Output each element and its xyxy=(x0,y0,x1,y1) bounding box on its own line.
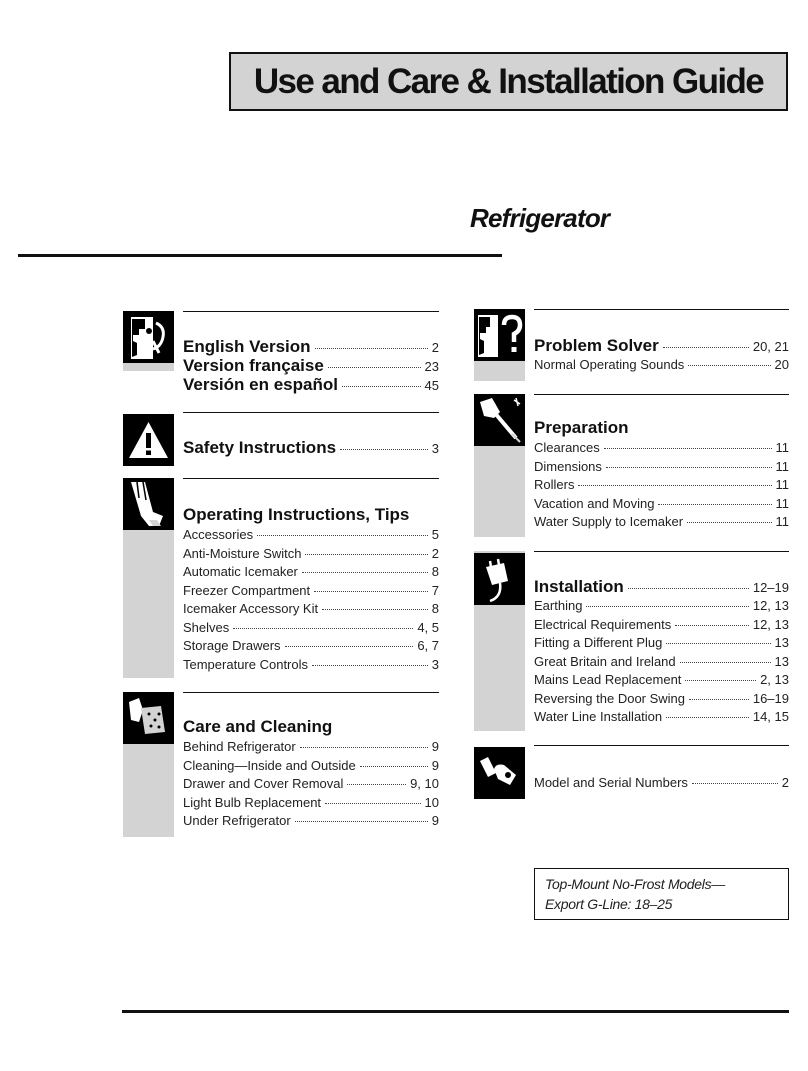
toc-row[interactable] xyxy=(183,527,439,542)
toc-row[interactable] xyxy=(183,375,439,395)
leader-dots xyxy=(328,367,421,368)
toc-row[interactable] xyxy=(183,620,439,635)
toc-row[interactable] xyxy=(183,657,439,672)
leader-dots xyxy=(305,554,427,555)
toc-page: 9, 10 xyxy=(410,776,439,791)
leader-dots xyxy=(325,803,421,804)
section-preparation xyxy=(474,394,789,537)
toc-row[interactable] xyxy=(534,598,789,613)
leader-dots xyxy=(342,386,421,387)
toc-page: 11 xyxy=(775,514,789,529)
section-installation xyxy=(474,551,789,731)
question-head-icon xyxy=(474,309,525,361)
power-plug-icon xyxy=(474,553,525,605)
toc-label: Storage Drawers xyxy=(183,638,281,653)
toc-page: 16–19 xyxy=(752,690,789,706)
toc-row[interactable] xyxy=(534,691,789,706)
leader-dots xyxy=(685,680,756,681)
section-problem-solver xyxy=(474,309,789,381)
toc-row[interactable] xyxy=(183,583,439,598)
leader-dots xyxy=(322,609,428,610)
leader-dots xyxy=(360,766,428,767)
toc-row[interactable] xyxy=(534,514,789,529)
toc-row[interactable] xyxy=(534,672,789,687)
title-banner xyxy=(229,52,788,111)
section-rule xyxy=(534,394,789,395)
toc-row[interactable] xyxy=(183,758,439,773)
toc-label: Earthing xyxy=(534,598,583,613)
toc-label: Dimensions xyxy=(534,458,602,474)
toc-page: 11 xyxy=(775,495,789,511)
toc-row[interactable] xyxy=(534,635,789,650)
leader-dots xyxy=(312,665,428,666)
warning-triangle-icon xyxy=(123,414,174,466)
toc-row[interactable] xyxy=(183,438,439,458)
toc-label: Fitting a Different Plug xyxy=(534,635,663,650)
document-subtitle: Refrigerator xyxy=(470,203,610,233)
toc-label: Freezer Compartment xyxy=(183,582,311,598)
section-languages xyxy=(123,311,439,394)
toc-page: 20 xyxy=(774,357,789,372)
toc-row[interactable] xyxy=(534,459,789,474)
toc-row[interactable] xyxy=(183,776,439,791)
toc-page: 11 xyxy=(775,440,789,455)
toc-row[interactable] xyxy=(534,357,789,372)
toc-label: Reversing the Door Swing xyxy=(534,690,686,706)
leader-dots xyxy=(689,699,749,700)
toc-page: 12, 13 xyxy=(752,616,789,632)
top-divider xyxy=(18,254,502,257)
speaking-head-icon xyxy=(123,311,174,363)
toc-page: 8 xyxy=(431,601,439,616)
toc-label: Light Bulb Replacement xyxy=(183,794,322,810)
toc-page: 12–19 xyxy=(752,580,789,595)
leader-dots xyxy=(666,717,749,718)
toc-label: Mains Lead Replacement xyxy=(534,672,682,687)
leader-dots xyxy=(663,347,749,348)
toc-label: Great Britain and Ireland xyxy=(534,653,676,669)
toc-row[interactable] xyxy=(183,601,439,616)
section-model xyxy=(474,745,789,801)
toc-label: Automatic Icemaker xyxy=(183,564,298,579)
bottom-divider xyxy=(122,1010,789,1013)
section-rule xyxy=(183,311,439,312)
leader-dots xyxy=(666,643,770,644)
section-title: Preparation xyxy=(534,418,629,437)
toc-row[interactable] xyxy=(183,638,439,653)
toc-page: 6, 7 xyxy=(417,638,439,653)
toc-page: 13 xyxy=(774,635,789,650)
toc-label: Problem Solver xyxy=(534,336,659,355)
leader-dots xyxy=(347,784,406,785)
leader-dots xyxy=(340,449,428,450)
leader-dots xyxy=(233,628,413,629)
toc-page: 2 xyxy=(781,775,789,790)
toc-page: 12, 13 xyxy=(752,598,789,613)
leader-dots xyxy=(604,448,772,449)
toc-row[interactable] xyxy=(183,813,439,828)
section-rule xyxy=(534,551,789,552)
toc-label: Icemaker Accessory Kit xyxy=(183,601,319,616)
toc-row[interactable] xyxy=(534,617,789,632)
leader-dots xyxy=(586,606,748,607)
leader-dots xyxy=(315,348,428,349)
toc-row[interactable] xyxy=(183,564,439,579)
toc-label: Water Supply to Icemaker xyxy=(534,514,684,529)
note-line: Top-Mount No-Frost Models— xyxy=(545,876,725,892)
toc-row[interactable] xyxy=(183,356,439,376)
leader-dots xyxy=(302,572,428,573)
toc-page: 9 xyxy=(431,739,439,754)
toc-page: 45 xyxy=(424,378,439,393)
toc-label: Accessories xyxy=(183,527,254,542)
leader-dots xyxy=(688,365,770,366)
leader-dots xyxy=(687,522,771,523)
toc-page: 20, 21 xyxy=(752,339,789,354)
leader-dots xyxy=(295,821,428,822)
toc-page: 2, 13 xyxy=(760,672,789,687)
section-safety xyxy=(123,412,439,466)
note-line: Export G-Line: 18–25 xyxy=(545,896,673,912)
finger-pointing-icon xyxy=(123,478,174,530)
leader-dots xyxy=(675,625,749,626)
toc-label: Model and Serial Numbers xyxy=(534,775,688,790)
leader-dots xyxy=(680,662,771,663)
leader-dots xyxy=(658,504,771,505)
section-operating xyxy=(123,478,439,678)
section-rule xyxy=(183,478,439,479)
toc-label: Version française xyxy=(183,356,324,375)
section-rule xyxy=(183,412,439,413)
toc-label: Behind Refrigerator xyxy=(183,739,296,754)
toc-page: 9 xyxy=(431,757,439,773)
toc-row[interactable] xyxy=(534,440,789,455)
toc-page: 2 xyxy=(431,545,439,561)
toc-label: Vacation and Moving xyxy=(534,495,655,511)
leader-dots xyxy=(628,588,749,589)
toc-row[interactable] xyxy=(183,337,439,357)
toc-page: 10 xyxy=(424,794,439,810)
toc-label: Safety Instructions xyxy=(183,438,337,457)
toc-page: 2 xyxy=(431,340,439,355)
toc-row[interactable] xyxy=(183,795,439,810)
toc-row[interactable] xyxy=(534,709,789,724)
toc-label: Cleaning—Inside and Outside xyxy=(183,757,356,773)
toc-row[interactable] xyxy=(183,546,439,561)
toc-page: 3 xyxy=(431,441,439,456)
toc-label: Clearances xyxy=(534,440,600,455)
hand-screwdriver-icon xyxy=(474,394,525,446)
section-rule xyxy=(534,309,789,310)
tag-ticket-icon xyxy=(474,747,525,799)
toc-row[interactable] xyxy=(183,739,439,754)
toc-row[interactable] xyxy=(534,477,789,492)
leader-dots xyxy=(300,747,428,748)
toc-label: Normal Operating Sounds xyxy=(534,357,685,372)
toc-page: 4, 5 xyxy=(417,619,439,635)
section-rule xyxy=(183,692,439,693)
toc-page: 11 xyxy=(775,477,789,492)
toc-row[interactable] xyxy=(534,336,789,356)
toc-row[interactable] xyxy=(534,775,789,790)
toc-page: 13 xyxy=(774,653,789,669)
toc-row[interactable] xyxy=(534,654,789,669)
toc-label: Temperature Controls xyxy=(183,656,308,672)
leader-dots xyxy=(578,485,771,486)
toc-page: 7 xyxy=(431,582,439,598)
toc-page: 3 xyxy=(431,656,439,672)
toc-label: Anti-Moisture Switch xyxy=(183,545,302,561)
document-title: Use and Care & Installation Guide xyxy=(253,61,764,101)
toc-page: 11 xyxy=(775,458,789,474)
toc-page: 23 xyxy=(424,359,439,374)
toc-label: Installation xyxy=(534,577,624,596)
section-rule xyxy=(534,745,789,746)
model-note-box xyxy=(534,868,789,920)
section-care xyxy=(123,692,439,837)
leader-dots xyxy=(285,646,414,647)
hand-sponge-icon xyxy=(123,692,174,744)
toc-page: 14, 15 xyxy=(752,709,789,724)
leader-dots xyxy=(606,467,772,468)
section-title: Operating Instructions, Tips xyxy=(183,505,410,524)
toc-page: 5 xyxy=(431,527,439,542)
toc-page: 9 xyxy=(431,813,439,828)
toc-row[interactable] xyxy=(534,496,789,511)
toc-label: Electrical Requirements xyxy=(534,616,672,632)
section-title: Care and Cleaning xyxy=(183,717,333,736)
toc-label: Water Line Installation xyxy=(534,709,663,724)
toc-label: Shelves xyxy=(183,619,230,635)
leader-dots xyxy=(692,783,778,784)
toc-label: Versión en español xyxy=(183,375,338,394)
toc-label: Rollers xyxy=(534,477,575,492)
toc-label: Drawer and Cover Removal xyxy=(183,776,344,791)
toc-label: English Version xyxy=(183,337,311,356)
toc-label: Under Refrigerator xyxy=(183,813,291,828)
toc-row[interactable] xyxy=(534,577,789,597)
leader-dots xyxy=(257,535,428,536)
toc-page: 8 xyxy=(431,564,439,579)
leader-dots xyxy=(314,591,428,592)
